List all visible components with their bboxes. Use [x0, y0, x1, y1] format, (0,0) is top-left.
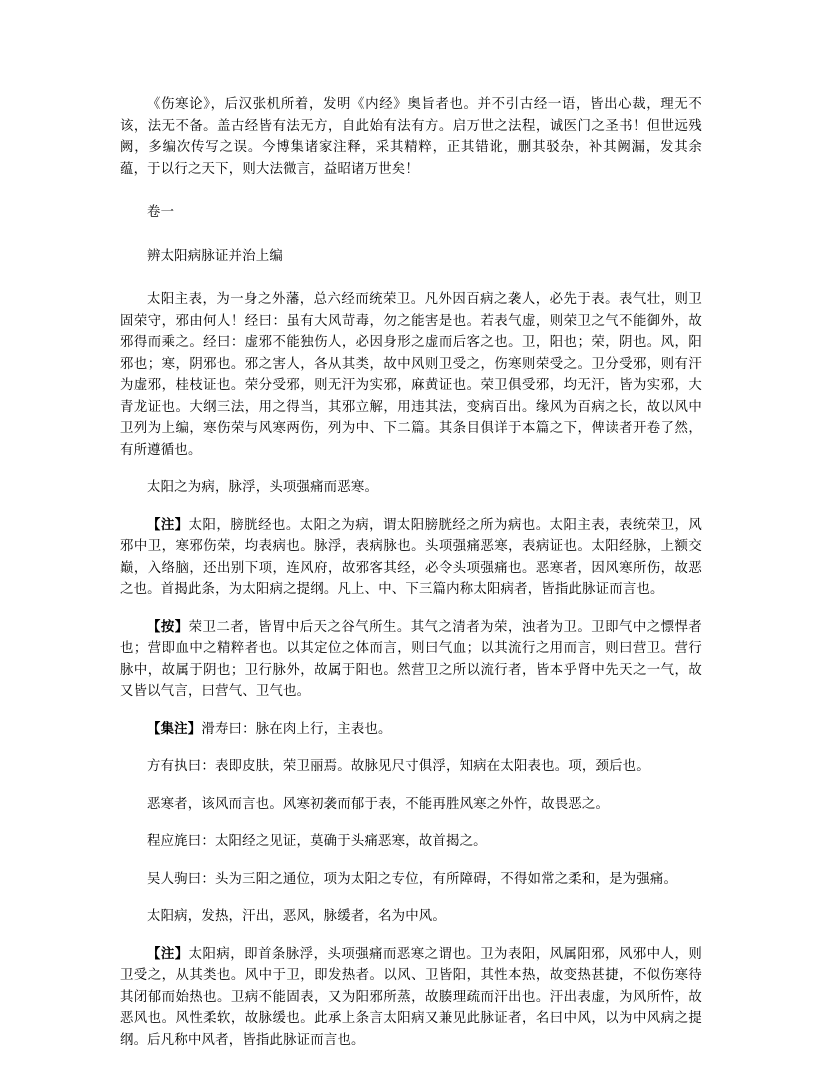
note-tag: 【注】 [147, 945, 189, 962]
chapter-heading: 辨太阳病脉证并治上编 [147, 248, 283, 264]
volume-heading: 卷一 [147, 205, 175, 220]
clause-paragraph: 太阳之为病，脉浮，头项强痛而恶寒。 [147, 480, 379, 495]
commentary-paragraph: 程应旄曰：太阳经之见证，莫确于头痛恶寒，故首揭之。 [147, 834, 487, 849]
commentary-paragraph: 方有执曰：表即皮肤，荣卫丽焉。故脉见尺寸俱浮，知病在太阳表也。项，颈后也。 [147, 759, 650, 774]
remark-paragraph: 【按】荣卫二者，皆胃中后天之谷气所生。其气之清者为荣，浊者为卫。卫即气中之慓悍者也；营即血中之精粹者也。以其定位之体而言，则曰气血；以其流行之用而言，则曰营卫。营行脉中，故属于阴也；卫行脉外，故属于阳也。然营卫之所以流行者，皆本乎肾中先天之一气，故又皆以气言，曰营气、卫气也。 [120, 618, 702, 699]
note-paragraph: 【注】太阳，膀胱经也。太阳之为病，谓太阳膀胱经之所为病也。太阳主表，表统荣卫，风邪中卫，寒邪伤荣，均表病也。脉浮，表病脉也。头项强痛恶寒，表病证也。太阳经脉，上额交巅，入络脑，还出别下项，连风府，故邪客其经，必令头项强痛也。恶寒者，因风寒所伤，故恶之也。首揭此条，为太阳病之提纲。凡上、中、下三篇内称太阳病者，皆指此脉证而言也。 [120, 516, 702, 597]
collected-notes-paragraph: 【集注】滑寿曰：脉在肉上行，主表也。 [147, 720, 392, 737]
collected-notes-tag: 【集注】 [147, 720, 202, 737]
commentary-paragraph: 吴人驹曰：头为三阳之通位，项为太阳之专位，有所障碍，不得如常之柔和，是为强痛。 [147, 871, 678, 887]
remark-tag: 【按】 [147, 618, 189, 635]
commentary-paragraph: 恶寒者，该风而言也。风寒初袭而郁于表，不能再胜风寒之外忤，故畏恶之。 [147, 796, 610, 812]
preface-paragraph: 《伤寒论》，后汉张机所着，发明《内经》奥旨者也。并不引古经一语，皆出心裁，理无不该，法无不备。盖古经皆有法无方，自此始有法有方。启万世之法程，诚医门之圣书！但世远残阙，多编次传写之误。今博集诸家注释，采其精粹，正其错讹，删其驳杂，补其阙漏，发其余蕴，于以行之天下，则大法微言，益昭诸万世矣！ [120, 97, 702, 177]
intro-paragraph: 太阳主表，为一身之外藩，总六经而统荣卫。凡外因百病之袭人，必先于表。表气壮，则卫固荣守，邪由何人！经曰：虽有大风苛毒，勿之能害是也。若表气虚，则荣卫之气不能御外，故邪得而乘之。经曰：虚邪不能独伤人，必因身形之虚而后客之也。卫，阳也；荣，阴也。风，阳邪也；寒，阴邪也。邪之害人，各从其类，故中风则卫受之，伤寒则荣受之。卫分受邪，则有汗为虚邪，桂枝证也。荣分受邪，则无汗为实邪，麻黄证也。荣卫俱受邪，均无汗，皆为实邪，大青龙证也。大纲三法，用之得当，其邪立解，用违其法，变病百出。缘风为百病之长，故以风中卫列为上编，寒伤荣与风寒两伤，列为中、下二篇。其条目俱详于本篇之下，俾读者开卷了然，有所遵循也。 [120, 292, 702, 458]
note-tag: 【注】 [147, 516, 189, 533]
document-page [120, 94, 702, 1067]
clause-paragraph: 太阳病，发热，汗出，恶风，脉缓者，名为中风。 [147, 909, 446, 924]
note-paragraph: 【注】太阳病，即首条脉浮，头项强痛而恶寒之谓也。卫为表阳，风属阳邪，风邪中人，则卫受之，从其类也。风中于卫，即发热者。以风、卫皆阳，其性本热，故变热甚捷，不似伤寒待其闭郁而始热也。卫病不能固表，又为阳邪所蒸，故腠理疏而汗出也。汗出表虚，为风所忤，故恶风也。风性柔软，故脉缓也。此承上条言太阳病又兼见此脉证者，名曰中风，以为中风病之提纲。后凡称中风者，皆指此脉证而言也。 [120, 945, 702, 1048]
